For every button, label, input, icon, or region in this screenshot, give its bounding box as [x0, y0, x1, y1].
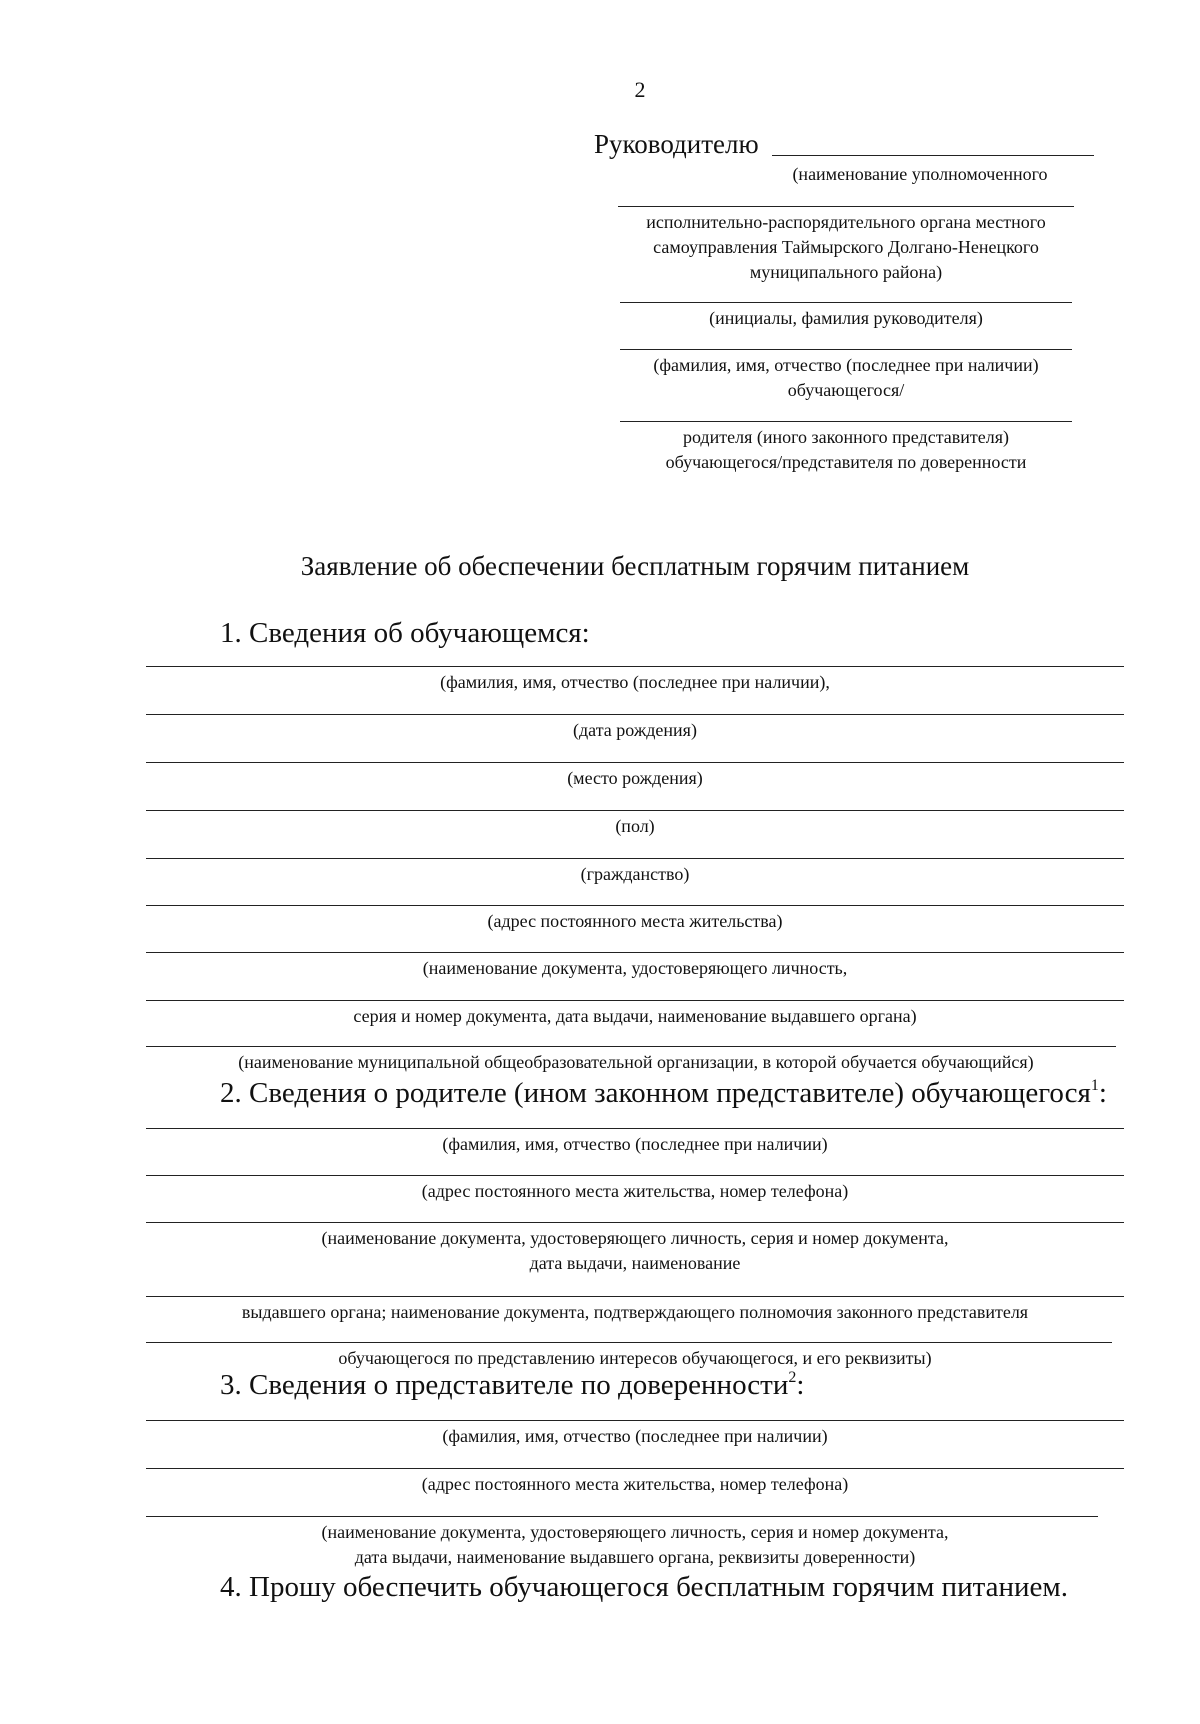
- document-title: Заявление об обеспечении бесплатным горячим питанием: [300, 551, 970, 581]
- section-3-heading-text: 3. Сведения о представителе по доверенности: [220, 1369, 789, 1401]
- addressee-caption-1: (наименование уполномоченного: [792, 164, 1048, 184]
- section-2-caption: (фамилия, имя, отчество (последнее при наличии): [442, 1134, 828, 1154]
- section-1-line: [146, 905, 1124, 906]
- addressee-to-label: Руководителю: [594, 129, 759, 159]
- section-1-line: [146, 762, 1124, 763]
- section-1-caption: (наименование муниципальной общеобразовательной организации, в которой обучается обучающийся): [238, 1052, 1034, 1072]
- footnote-mark-2: 2: [788, 1369, 797, 1386]
- section-1-caption: (место рождения): [567, 768, 703, 788]
- addressee-caption-2b: самоуправления Таймырского Долгано-Ненецкого: [653, 237, 1039, 257]
- addressee-caption-2a: исполнительно-распорядительного органа местного: [646, 212, 1046, 232]
- section-2-heading-text: 2. Сведения о родителе (ином законном представителе) обучающегося: [220, 1077, 1091, 1109]
- section-1-line: [146, 1000, 1124, 1001]
- section-1-line: [146, 714, 1124, 715]
- addressee-caption-4b: обучающегося/: [787, 380, 905, 400]
- section-4-text: 4. Прошу обеспечить обучающегося бесплатным горячим питанием.: [220, 1571, 1069, 1603]
- section-1-caption: (дата рождения): [573, 720, 697, 740]
- section-3: [0, 1368, 1200, 1568]
- section-1-caption: (гражданство): [580, 864, 690, 884]
- addressee-caption-2c: муниципального района): [749, 262, 943, 282]
- section-2-line: [146, 1222, 1124, 1223]
- section-2-caption: обучающегося по представлению интересов обучающегося, и его реквизиты): [338, 1348, 932, 1368]
- addressee-line-4: [620, 349, 1072, 350]
- section-3-heading: [220, 1368, 804, 1402]
- addressee-line-5: [620, 421, 1072, 422]
- section-1-line: [146, 952, 1124, 953]
- section-3-caption: (наименование документа, удостоверяющего личность, серия и номер документа,: [321, 1522, 949, 1542]
- section-3-line: [146, 1420, 1124, 1421]
- section-3-line: [146, 1468, 1124, 1469]
- addressee-block: [0, 0, 1200, 480]
- section-1-heading: 1. Сведения об обучающемся:: [220, 617, 590, 649]
- section-2-heading-suffix: :: [1098, 1077, 1107, 1109]
- section-1-caption: (пол): [615, 816, 655, 836]
- section-1-caption: (наименование документа, удостоверяющего личность,: [422, 958, 848, 978]
- addressee-line-3: [620, 302, 1072, 303]
- section-2-line: [146, 1128, 1124, 1129]
- addressee-caption-5a: родителя (иного законного представителя): [682, 427, 1010, 447]
- section-3-caption: (фамилия, имя, отчество (последнее при наличии): [442, 1426, 828, 1446]
- section-1-line: [146, 666, 1124, 667]
- section-1-line: [146, 1046, 1116, 1047]
- section-2-heading: [220, 1076, 1107, 1110]
- addressee-line-2: [618, 206, 1074, 207]
- section-2-caption: (наименование документа, удостоверяющего личность, серия и номер документа,: [321, 1228, 949, 1248]
- section-1-caption: серия и номер документа, дата выдачи, наименование выдавшего органа): [353, 1006, 917, 1026]
- addressee-caption-5b: обучающегося/представителя по доверенности: [665, 452, 1027, 472]
- section-2-line: [146, 1296, 1124, 1297]
- addressee-caption-4a: (фамилия, имя, отчество (последнее при наличии): [653, 355, 1039, 375]
- section-1-line: [146, 810, 1124, 811]
- section-2-caption: (адрес постоянного места жительства, номер телефона): [421, 1181, 849, 1201]
- section-2-caption: выдавшего органа; наименование документа, подтверждающего полномочия законного представителя: [241, 1302, 1029, 1322]
- section-1-line: [146, 858, 1124, 859]
- section-2-line: [146, 1342, 1112, 1343]
- addressee-caption-3: (инициалы, фамилия руководителя): [709, 308, 983, 328]
- section-3-caption: (адрес постоянного места жительства, номер телефона): [421, 1474, 849, 1494]
- section-2-caption: дата выдачи, наименование: [529, 1253, 741, 1273]
- section-1-caption: (адрес постоянного места жительства): [487, 911, 783, 931]
- section-2-line: [146, 1175, 1124, 1176]
- section-1: [0, 600, 1200, 1080]
- section-3-heading-suffix: :: [796, 1369, 805, 1401]
- addressee-line-1: [772, 155, 1094, 156]
- page-number: 2: [634, 77, 646, 102]
- section-1-caption: (фамилия, имя, отчество (последнее при наличии),: [440, 672, 830, 692]
- section-2: [0, 1076, 1200, 1366]
- section-3-line: [146, 1516, 1098, 1517]
- footnote-mark-1: 1: [1090, 1077, 1099, 1094]
- section-3-caption: дата выдачи, наименование выдавшего органа, реквизиты доверенности): [354, 1547, 916, 1567]
